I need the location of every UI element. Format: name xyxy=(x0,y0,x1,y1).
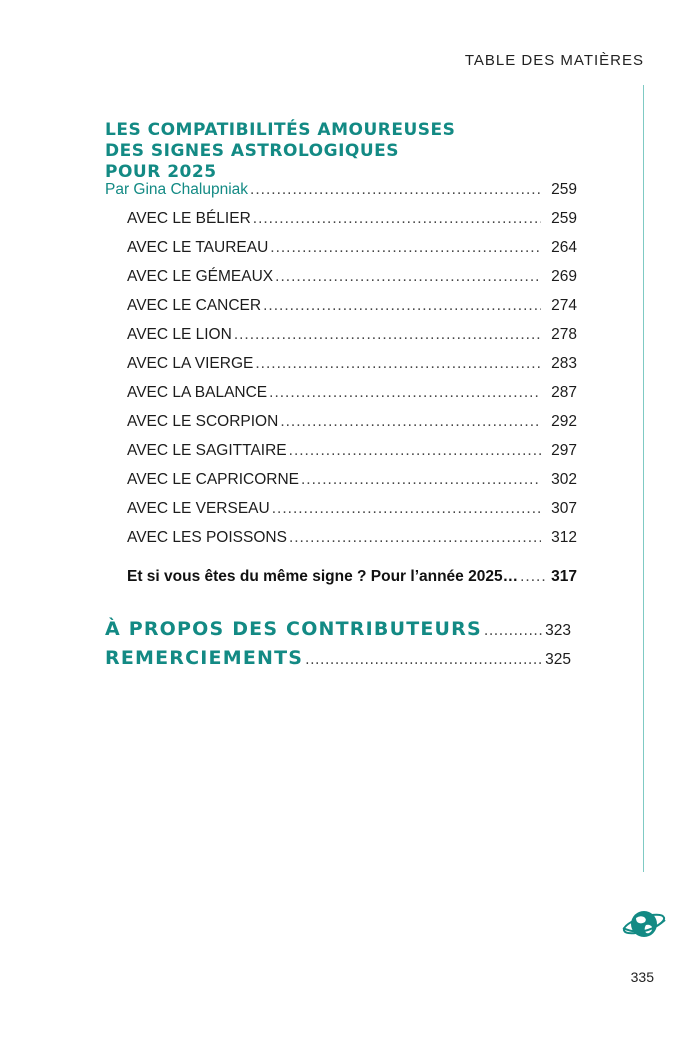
dot-leader xyxy=(270,239,541,257)
entry-label: AVEC LE SCORPION xyxy=(127,413,279,430)
page-ref: 317 xyxy=(551,568,577,585)
author-label: Par Gina Chalupniak xyxy=(105,181,249,198)
page-ref: 283 xyxy=(551,355,577,372)
dot-leader xyxy=(255,355,541,373)
section-title-line: LES COMPATIBILITÉS AMOUREUSES xyxy=(105,120,456,140)
entry-label: AVEC LE BÉLIER xyxy=(127,210,251,227)
page-ref: 323 xyxy=(545,622,571,639)
page-number: 335 xyxy=(630,969,654,985)
globe-icon xyxy=(622,904,666,944)
section-title xyxy=(105,120,455,183)
dot-leader xyxy=(272,500,541,518)
page-ref: 287 xyxy=(551,384,577,401)
dot-leader xyxy=(289,529,541,547)
page-ref: 307 xyxy=(551,500,577,517)
toc-entry[interactable] xyxy=(127,500,577,518)
entry-label: AVEC LE SAGITTAIRE xyxy=(127,442,287,459)
toc-bonus-entry[interactable] xyxy=(127,568,577,586)
dot-leader xyxy=(289,442,541,460)
dot-leader xyxy=(520,568,545,586)
page-ref: 292 xyxy=(551,413,577,430)
toc-entry[interactable] xyxy=(127,529,577,547)
toc-entry[interactable] xyxy=(127,471,577,489)
section-title-line: POUR 2025 xyxy=(105,162,217,182)
entry-label: AVEC LE LION xyxy=(127,326,232,343)
page-ref: 259 xyxy=(551,181,577,198)
toc-major-entry-contributors[interactable] xyxy=(105,618,571,640)
toc-entry[interactable] xyxy=(127,297,577,315)
dot-leader xyxy=(305,652,542,668)
dot-leader xyxy=(484,623,542,639)
entry-label: AVEC LE TAUREAU xyxy=(127,239,269,256)
entry-label: AVEC LE CANCER xyxy=(127,297,262,314)
page-ref: 274 xyxy=(551,297,577,314)
entry-label: AVEC LES POISSONS xyxy=(127,529,287,546)
toc-entry[interactable] xyxy=(127,413,577,431)
entry-label: AVEC LE VERSEAU xyxy=(127,500,270,517)
dot-leader xyxy=(253,210,541,228)
dot-leader xyxy=(280,413,541,431)
side-rule xyxy=(643,85,644,872)
page-ref: 302 xyxy=(551,471,577,488)
toc-entry[interactable] xyxy=(127,442,577,460)
toc-entry[interactable] xyxy=(127,355,577,373)
toc-major-entry-acknowledgements[interactable] xyxy=(105,647,571,669)
dot-leader xyxy=(234,326,541,344)
major-entry-label: À PROPOS DES CONTRIBUTEURS xyxy=(105,618,482,640)
page-ref: 278 xyxy=(551,326,577,343)
bonus-label: Et si vous êtes du même signe ? Pour l’année 2025… xyxy=(127,568,519,585)
running-title: TABLE DES MATIÈRES xyxy=(464,52,644,69)
page-ref: 269 xyxy=(551,268,577,285)
toc-author-entry[interactable] xyxy=(105,181,577,199)
section-title-line: DES SIGNES ASTROLOGIQUES xyxy=(105,141,400,161)
page-ref: 259 xyxy=(551,210,577,227)
toc-entry[interactable] xyxy=(127,384,577,402)
entry-label: AVEC LE CAPRICORNE xyxy=(127,471,299,488)
dot-leader xyxy=(263,297,541,315)
toc-entry[interactable] xyxy=(127,210,577,228)
toc-entry[interactable] xyxy=(127,268,577,286)
page-ref: 264 xyxy=(551,239,577,256)
dot-leader xyxy=(275,268,541,286)
dot-leader xyxy=(301,471,541,489)
toc-entry[interactable] xyxy=(127,239,577,257)
dot-leader xyxy=(269,384,541,402)
major-entry-label: REMERCIEMENTS xyxy=(105,647,304,669)
entry-label: AVEC LA BALANCE xyxy=(127,384,268,401)
entry-label: AVEC LE GÉMEAUX xyxy=(127,268,274,285)
page-ref: 325 xyxy=(545,651,571,668)
entry-label: AVEC LA VIERGE xyxy=(127,355,254,372)
toc-entry[interactable] xyxy=(127,326,577,344)
dot-leader xyxy=(250,181,541,199)
page-ref: 297 xyxy=(551,442,577,459)
page-ref: 312 xyxy=(551,529,577,546)
